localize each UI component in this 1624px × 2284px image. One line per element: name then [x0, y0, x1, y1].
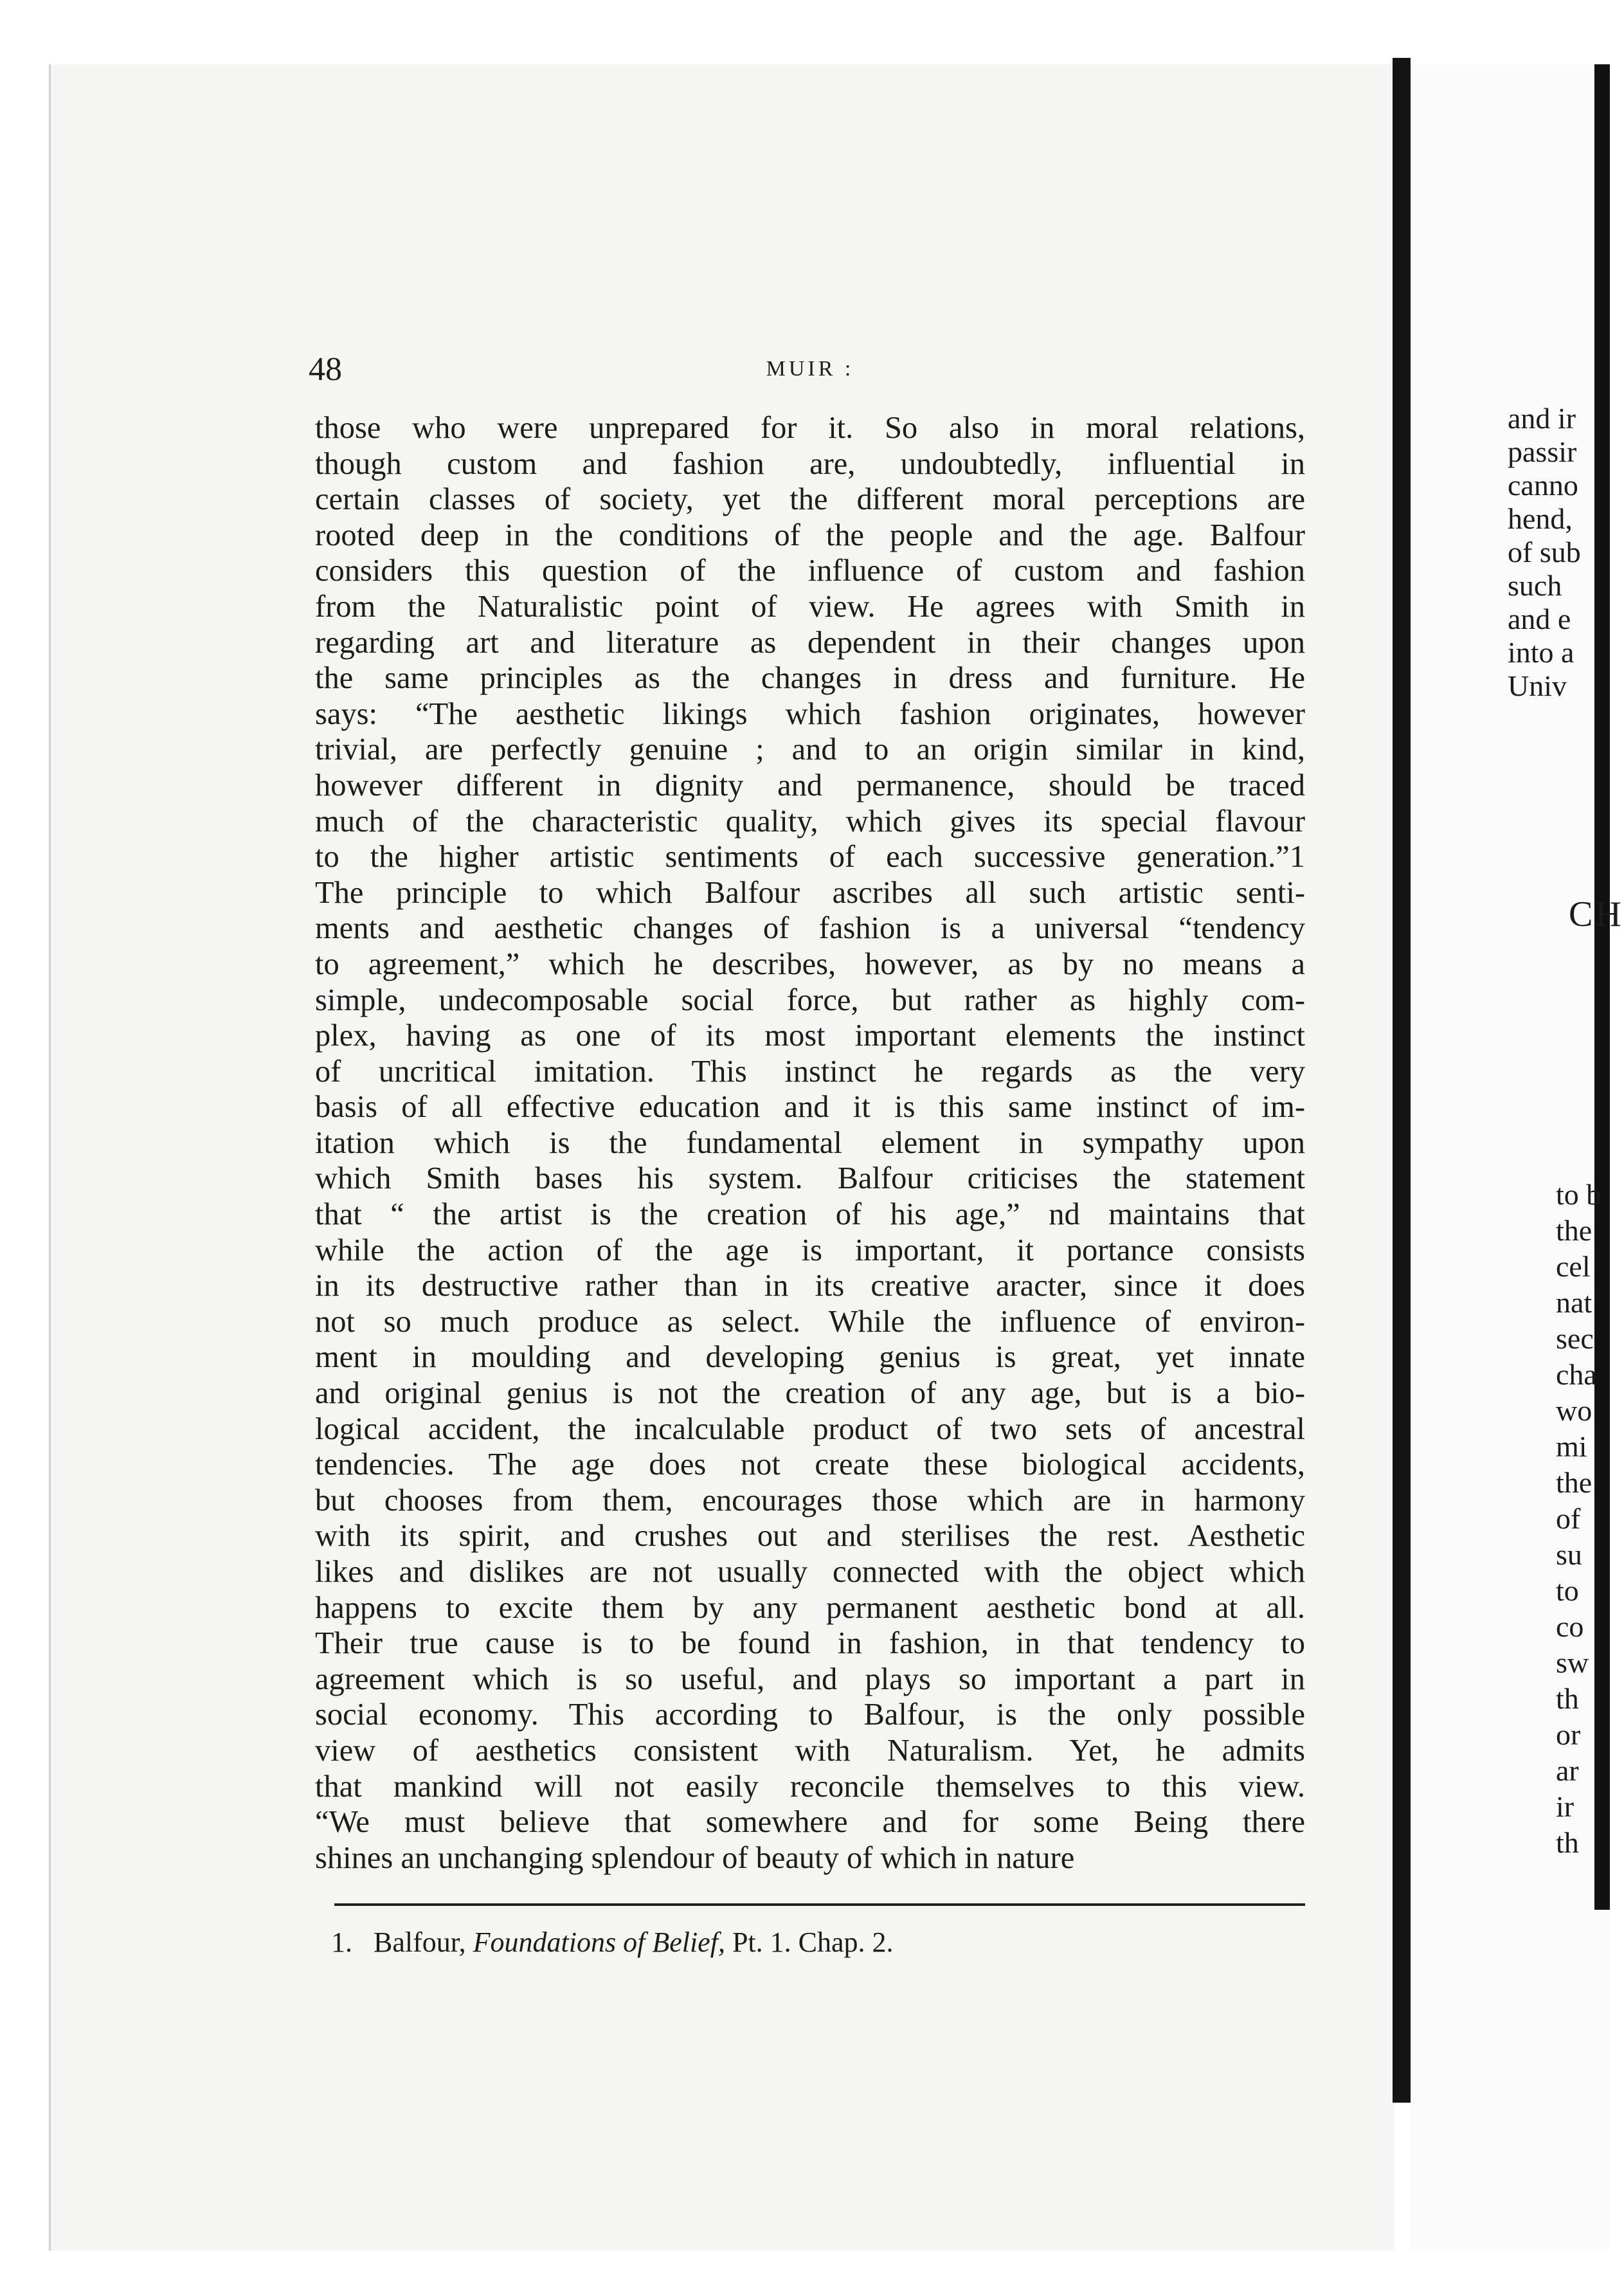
body-line: not so much produce as select. While the influence of environ- — [315, 1304, 1305, 1339]
body-line: that “ the artist is the creation of his age,” nd maintains that — [315, 1197, 1305, 1232]
body-line: those who were unprepared for it. So also in moral relations, — [315, 411, 1305, 445]
facing-line: wo — [1556, 1394, 1592, 1427]
facing-line: cha — [1556, 1358, 1597, 1391]
facing-line: nat — [1556, 1286, 1592, 1319]
facing-line: hend, — [1508, 502, 1573, 535]
body-line: likes and dislikes are not usually connected with the object which — [315, 1555, 1305, 1589]
body-line: though custom and fashion are, undoubtedly, influential in — [315, 446, 1305, 481]
facing-page-top-text — [1508, 402, 1610, 703]
body-line: which Smith bases his system. Balfour criticises the statement — [315, 1161, 1305, 1196]
body-line: ments and aesthetic changes of fashion is a universal “tendency — [315, 911, 1305, 946]
body-line: and original genius is not the creation of any age, but is a bio- — [315, 1376, 1305, 1411]
body-line: view of aesthetics consistent with Naturalism. Yet, he admits — [315, 1733, 1305, 1768]
body-line: the same principles as the changes in dress and furniture. He — [315, 661, 1305, 696]
footnote-rest: Pt. 1. Chap. 2. — [732, 1926, 894, 1958]
facing-line: co — [1556, 1610, 1584, 1643]
body-line: but chooses from them, encourages those which are in harmony — [315, 1483, 1305, 1518]
body-line: Their true cause is to be found in fashion, in that tendency to — [315, 1626, 1305, 1661]
facing-line: th — [1556, 1682, 1579, 1715]
facing-line: or — [1556, 1718, 1581, 1751]
facing-line: to — [1556, 1574, 1579, 1607]
body-line: “We must believe that somewhere and for some Being there — [315, 1805, 1305, 1840]
facing-line: Univ — [1508, 669, 1567, 702]
page-number: 48 — [309, 351, 342, 388]
facing-line: the — [1556, 1466, 1592, 1499]
running-head: MUIR : — [766, 357, 854, 381]
footnote — [331, 1926, 894, 1959]
body-line: considers this question of the influence of custom and fashion — [315, 554, 1305, 588]
body-line: certain classes of society, yet the different moral perceptions are — [315, 482, 1305, 517]
facing-page — [1411, 64, 1610, 2251]
body-line: in its destructive rather than in its creative aracter, since it does — [315, 1269, 1305, 1303]
body-line: regarding art and literature as dependent in their changes upon — [315, 625, 1305, 660]
facing-line: mi — [1556, 1430, 1587, 1463]
body-line: however different in dignity and permanence, should be traced — [315, 768, 1305, 802]
body-line: of uncritical imitation. This instinct he regards as the very — [315, 1054, 1305, 1089]
body-line: says: “The aesthetic likings which fashion originates, however — [315, 696, 1305, 731]
facing-page-heading: CH — [1569, 894, 1624, 934]
body-line: logical accident, the incalculable product of two sets of ancestral — [315, 1411, 1305, 1446]
facing-page-lower-text — [1556, 1177, 1610, 1861]
body-line: that mankind will not easily reconcile themselves to this view. — [315, 1769, 1305, 1804]
body-line: while the action of the age is important, it portance consists — [315, 1233, 1305, 1267]
facing-line: sec — [1556, 1322, 1594, 1355]
body-line: basis of all effective education and it is this same instinct of im- — [315, 1090, 1305, 1125]
facing-line: and ir — [1508, 402, 1576, 435]
facing-line: ir — [1556, 1790, 1574, 1823]
body-line: itation which is the fundamental element in sympathy upon — [315, 1125, 1305, 1160]
facing-line: canno — [1508, 469, 1578, 502]
facing-line: th — [1556, 1826, 1579, 1859]
body-line: much of the characteristic quality, which gives its special flavour — [315, 804, 1305, 838]
body-line: simple, undecomposable social force, but rather as highly com- — [315, 983, 1305, 1017]
facing-line: passir — [1508, 435, 1577, 468]
facing-line: such — [1508, 569, 1562, 602]
body-line: from the Naturalistic point of view. He agrees with Smith in — [315, 589, 1305, 624]
facing-line: the — [1556, 1214, 1592, 1247]
page-header — [309, 350, 1312, 395]
footnote-rule — [334, 1903, 1305, 1906]
facing-line: into a — [1508, 636, 1574, 669]
body-line: shines an unchanging splendour of beauty of which in nature — [315, 1840, 1075, 1875]
body-line: happens to excite them by any permanent aesthetic bond at all. — [315, 1590, 1305, 1625]
footnote-title: Foundations of Belief, — [473, 1926, 725, 1958]
body-line: tendencies. The age does not create these biological accidents, — [315, 1447, 1305, 1482]
body-text — [315, 410, 1305, 1876]
body-line: The principle to which Balfour ascribes all such artistic senti- — [315, 875, 1305, 910]
body-line: ment in moulding and developing genius is great, yet innate — [315, 1340, 1305, 1375]
body-line: to agreement,” which he describes, however, as by no means a — [315, 947, 1305, 981]
facing-line: to b — [1556, 1178, 1601, 1211]
facing-line: su — [1556, 1538, 1582, 1571]
footnote-marker: 1. — [331, 1926, 352, 1958]
facing-line: and e — [1508, 603, 1571, 635]
body-line: rooted deep in the conditions of the people and the age. Balfour — [315, 518, 1305, 552]
body-line: with its spirit, and crushes out and sterilises the rest. Aesthetic — [315, 1519, 1305, 1554]
body-line: social economy. This according to Balfour, is the only possible — [315, 1698, 1305, 1732]
facing-line: cel — [1556, 1250, 1591, 1283]
facing-line: of sub — [1508, 536, 1581, 568]
body-line: to the higher artistic sentiments of each successive generation.”1 — [315, 840, 1305, 875]
body-line: agreement which is so useful, and plays so important a part in — [315, 1662, 1305, 1696]
body-line: trivial, are perfectly genuine ; and to an origin similar in kind, — [315, 732, 1305, 767]
facing-line: ar — [1556, 1754, 1579, 1787]
facing-line: of — [1556, 1502, 1581, 1535]
body-line: plex, having as one of its most important elements the instinct — [315, 1019, 1305, 1053]
book-gutter — [1393, 58, 1411, 2103]
footnote-author: Balfour, — [374, 1926, 466, 1958]
facing-line: sw — [1556, 1646, 1589, 1679]
